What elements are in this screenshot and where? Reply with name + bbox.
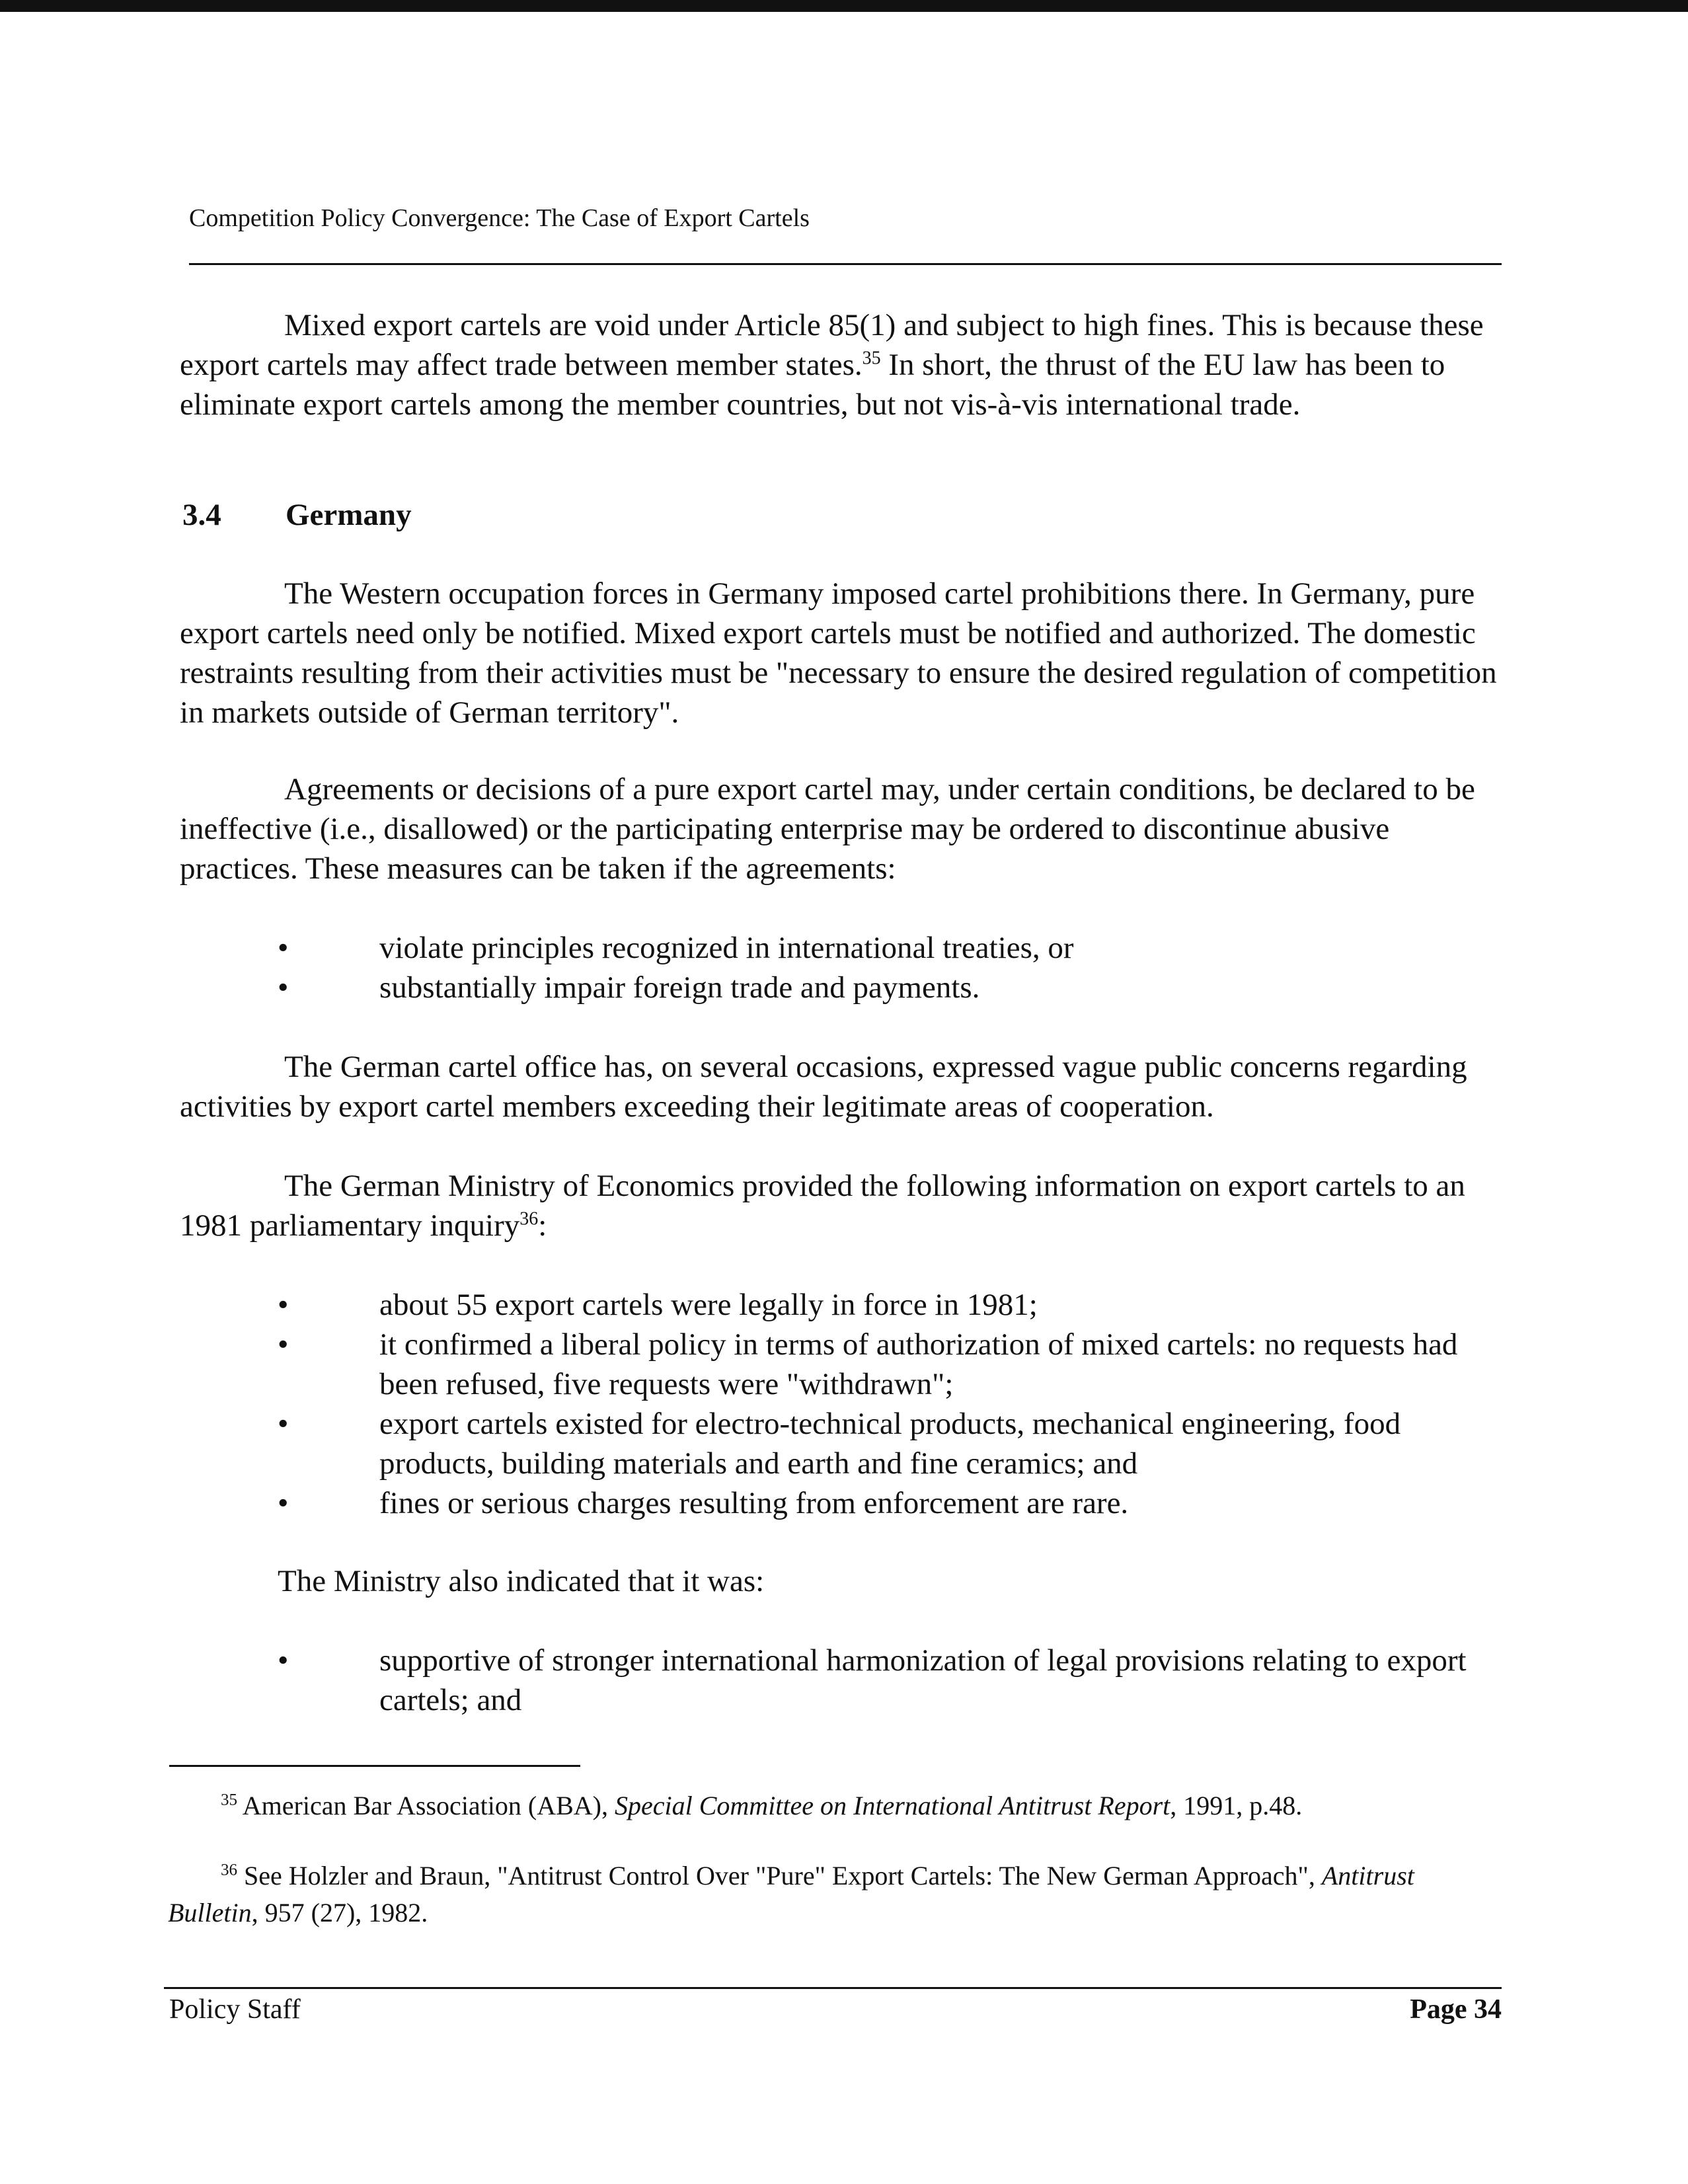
header-rule <box>189 263 1502 265</box>
paragraph-text: In short, the thrust of the EU law has been to eliminate export cartels among the member countries, but not vis-à-vis international trade. <box>180 348 1445 422</box>
paragraph-mixed-cartels <box>180 305 1502 424</box>
citation-title: Antitrust Bulletin <box>168 1861 1414 1928</box>
paragraph-agreements: Agreements or decisions of a pure export cartel may, under certain conditions, be declared to be ineffective (i.e., disallowed) or the participating enterprise may be ordered to discontinue abusive practices. These measures can be taken if the agreements: <box>180 772 1475 886</box>
bullet-icon: • <box>278 1643 289 1678</box>
list-item: • it confirmed a liberal policy in terms of authorization of mixed cartels: no requests had been refused, five requests were "withdrawn"; <box>278 1325 1502 1404</box>
footer-rule <box>164 1987 1502 1989</box>
footer-author: Policy Staff <box>169 1994 301 2025</box>
section-title: Germany <box>286 498 412 532</box>
list-item: • substantially impair foreign trade and payments. <box>278 968 1502 1007</box>
bullet-list-ministry-position <box>278 1641 1502 1720</box>
paragraph-text: Mixed export cartels are void under Article 85(1) and subject to high fines. This is because these export cartels may affect trade between member states. <box>180 308 1484 382</box>
footnote-ref-35[interactable]: 35 <box>862 348 881 369</box>
footnote-35: $^{35}$ American Bar Association (ABA), Special Committee on International Antitrust Report, 1991, p.48. <box>221 1791 1303 1820</box>
bullet-icon: • <box>278 931 289 965</box>
paragraph-ministry: The German Ministry of Economics provided the following information on export cartels to an 1981 parliamentary inquiry$^{36}$: <box>180 1169 1465 1243</box>
bullet-icon: • <box>278 970 289 1005</box>
paragraph-text: The German Ministry of Economics provided the following information on export cartels to an 1981 parliamentary inquiry <box>180 1169 1465 1243</box>
paragraph-occupation: The Western occupation forces in Germany imposed cartel prohibitions there. In Germany, pure export cartels need only be notified. Mixed export cartels must be notified and authorized. The domestic restraints resulting from their activities must be "necessary to ensure the desired regulation of competition in markets outside of German territory". <box>180 576 1497 730</box>
paragraph-ministry-indicated: The Ministry also indicated that it was: <box>278 1564 765 1598</box>
bullet-icon: • <box>278 1327 289 1362</box>
list-item: • export cartels existed for electro-technical products, mechanical engineering, food products, building materials and earth and fine ceramics; and <box>278 1404 1502 1483</box>
scan-top-border <box>0 0 1688 12</box>
footnote-ref-36[interactable]: 36 <box>519 1208 539 1229</box>
footnote-separator <box>169 1765 580 1767</box>
bullet-icon: • <box>278 1288 289 1322</box>
footnote-number: 35 <box>221 1791 237 1809</box>
footnote-36: $^{36}$ See Holzler and Braun, "Antitrust Control Over "Pure" Export Cartels: The New German Approach", Antitrust Bulletin, 957 (27), 1982. <box>168 1861 1414 1928</box>
bullet-icon: • <box>278 1407 289 1441</box>
section-number: 3.4 <box>182 498 221 532</box>
list-item: • about 55 export cartels were legally in force in 1981; <box>278 1285 1502 1325</box>
bullet-icon: • <box>278 1486 289 1520</box>
paragraph-cartel-office: The German cartel office has, on several occasions, expressed vague public concerns regarding activities by export cartel members exceeding their legitimate areas of cooperation. <box>180 1050 1467 1124</box>
list-item: • fines or serious charges resulting from enforcement are rare. <box>278 1483 1502 1523</box>
page-number: Page 34 <box>1410 1994 1502 2025</box>
list-item: • supportive of stronger international harmonization of legal provisions relating to export cartels; and <box>278 1641 1502 1720</box>
list-item: • violate principles recognized in international treaties, or <box>278 928 1502 968</box>
section-heading <box>182 497 412 533</box>
running-header: Competition Policy Convergence: The Case of Export Cartels <box>189 204 810 232</box>
bullet-list-ministry <box>278 1285 1502 1523</box>
citation-title: Special Committee on International Antitrust Report <box>615 1791 1170 1820</box>
footnote-number: 36 <box>221 1861 237 1879</box>
bullet-list-agreements <box>278 928 1502 1007</box>
